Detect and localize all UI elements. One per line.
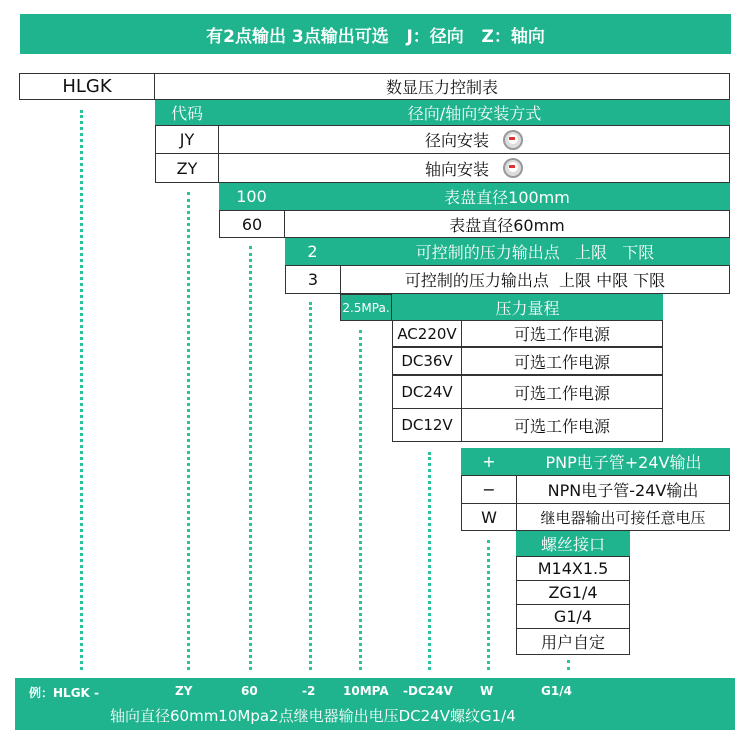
example-part-output: W: [480, 684, 494, 698]
dial-code-60: [219, 210, 285, 238]
mount-label-jy: [218, 125, 730, 154]
dial-label-60: [284, 210, 730, 238]
power-code-dc12v-text: DC12V: [401, 416, 453, 434]
power-code-dc12v: [392, 408, 462, 442]
points-code-2-text: 2: [307, 242, 318, 261]
mount-label-zy-text: 轴向安装: [424, 159, 489, 179]
dial-label-100: [284, 183, 730, 210]
axial-gauge-icon: [503, 158, 523, 178]
model-desc: 数显压力控制表: [385, 78, 498, 97]
example-part-thread: G1/4: [541, 684, 572, 698]
power-code-ac220v-text: AC220V: [397, 324, 457, 343]
mount-code-jy: [155, 125, 219, 154]
output-label-relay: [516, 503, 730, 531]
example-description: 轴向直径60mm10Mpa2点继电器输出电压DC24V螺纹G1/4: [110, 707, 516, 725]
example-prefix: 例：HLGK -: [29, 686, 99, 700]
mount-code-header-text: 代码: [170, 104, 203, 123]
points-label-3-text: 可控制的压力输出点 上限 中限 下限: [404, 271, 666, 290]
thread-item-m14: [516, 556, 630, 581]
header-banner: [20, 14, 731, 54]
example-footer: [15, 678, 735, 730]
power-label-ac220v-text: 可选工作电源: [513, 325, 610, 344]
output-label-pnp-text: PNP电子管+24V输出: [545, 453, 702, 472]
connector-range: [359, 330, 362, 670]
thread-header-text: 螺丝接口: [540, 535, 605, 554]
points-label-2: [340, 238, 730, 265]
connector-mount: [187, 192, 190, 670]
example-part-range: 10MPA: [343, 684, 389, 698]
points-code-3: [285, 265, 341, 294]
output-code-pnp-text: +: [482, 452, 496, 471]
connector-dial: [249, 246, 252, 670]
model-desc-cell: [154, 73, 730, 100]
power-code-dc36v-text: DC36V: [401, 352, 453, 370]
connector-hlgk: [80, 110, 83, 670]
mount-code-header: [155, 100, 219, 125]
points-code-2: [285, 238, 340, 265]
mount-label-jy-text: 径向安装: [424, 131, 489, 150]
dial-label-60-text: 表盘直径60mm: [449, 215, 565, 235]
power-code-ac220v: [392, 320, 462, 347]
output-code-npn: [461, 475, 517, 504]
example-part-power: -DC24V: [403, 684, 453, 698]
range-code-text: 2.5MPa.: [342, 300, 390, 315]
power-code-dc24v-text: DC24V: [401, 383, 453, 401]
output-code-pnp: [461, 448, 517, 475]
output-code-relay-text: W: [481, 507, 497, 527]
connector-points: [309, 302, 312, 670]
power-code-dc24v: [392, 375, 462, 409]
connector-thread: [567, 660, 570, 670]
dial-code-100-text: 100: [236, 187, 267, 206]
example-part-dial: 60: [241, 684, 258, 698]
mount-label-zy: [218, 153, 730, 183]
power-label-dc12v: [461, 408, 663, 442]
output-label-npn-text: NPN电子管-24V输出: [547, 481, 699, 500]
thread-item-g14-text: G1/4: [553, 607, 593, 626]
thread-header: [516, 531, 630, 556]
output-label-npn: [516, 475, 730, 504]
thread-item-custom: [516, 628, 630, 655]
mount-code-zy-text: ZY: [176, 158, 198, 178]
connector-output: [487, 540, 490, 670]
points-code-3-text: 3: [307, 270, 319, 289]
dial-label-100-text: 表盘直径100mm: [444, 188, 570, 207]
example-part-mount: ZY: [175, 684, 193, 698]
connector-power: [428, 452, 431, 670]
range-code: [340, 294, 392, 321]
radial-gauge-icon: [503, 130, 523, 150]
output-code-relay: [461, 503, 517, 531]
mount-code-jy-text: JY: [179, 130, 195, 149]
thread-item-g14: [516, 604, 630, 629]
thread-item-zg14: [516, 580, 630, 605]
power-label-dc36v-text: 可选工作电源: [513, 352, 610, 372]
output-code-npn-text: −: [482, 480, 496, 499]
range-label: [392, 294, 663, 321]
banner-text: 有2点输出 3点输出可选 J：径向 Z：轴向: [206, 26, 545, 47]
thread-item-zg14-text: ZG1/4: [548, 583, 598, 602]
power-label-ac220v: [461, 320, 663, 347]
model-code: HLGK: [62, 76, 112, 97]
range-label-text: 压力量程: [495, 299, 560, 318]
output-label-relay-text: 继电器输出可接任意电压: [540, 508, 706, 527]
points-label-2-text: 可控制的压力输出点 上限 下限: [415, 243, 655, 262]
mount-desc-header: [219, 100, 730, 125]
model-code-cell: [19, 73, 155, 100]
power-label-dc36v: [461, 347, 663, 375]
mount-code-zy: [155, 153, 219, 183]
power-label-dc24v: [461, 375, 663, 409]
output-label-pnp: [517, 448, 730, 475]
power-label-dc12v-text: 可选工作电源: [513, 416, 610, 436]
mount-desc-header-text: 径向/轴向安装方式: [407, 104, 542, 123]
example-part-points: -2: [302, 684, 316, 698]
power-label-dc24v-text: 可选工作电源: [513, 383, 610, 403]
thread-item-custom-text: 用户自定: [540, 633, 605, 652]
thread-item-m14-text: M14X1.5: [537, 559, 609, 578]
dial-code-60-text: 60: [241, 214, 263, 234]
dial-code-100: [219, 183, 284, 210]
points-label-3: [340, 265, 730, 294]
power-code-dc36v: [392, 347, 462, 375]
